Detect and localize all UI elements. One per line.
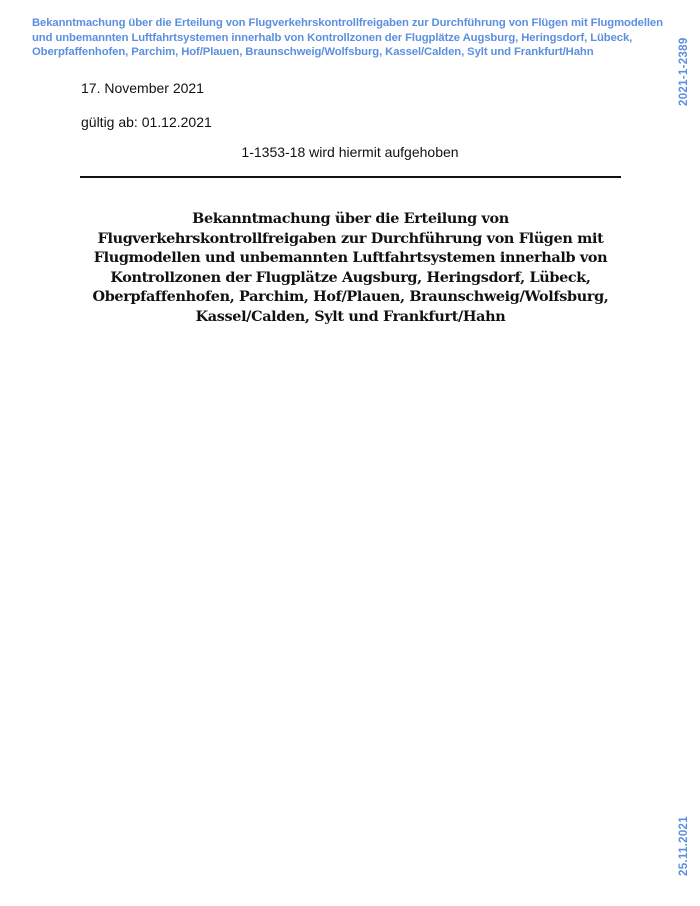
document-date: 17. November 2021 (81, 80, 204, 96)
valid-from: gültig ab: 01.12.2021 (81, 114, 212, 130)
repeal-note: 1-1353-18 wird hiermit aufgehoben (241, 144, 459, 160)
document-title: Bekanntmachung über die Erteilung von Flugverkehrskontrollfreigaben zur Durchführung von Flügen mit Flugmodellen und unbemannten Luftfahrtsystemen innerhalb von Kontrollzonen der Flugplätze Augsburg, Heringsdorf, Lübeck, Oberpfaffenhofen, Parchim, Hof/Plauen, Braunschweig/Wolfsburg, Kassel/Calden, Sylt und Frankfurt/Hahn (92, 210, 609, 325)
document-number: 2021-1-2389 (678, 37, 690, 106)
header-title: Bekanntmachung über die Erteilung von Flugverkehrskontrollfreigaben zur Durchführung von Flügen mit Flugmodellen und unbemannten Luftfahrtsystemen innerhalb von Kontrollzonen der Flugplätze Augsburg, Heringsdorf, Lübeck, Oberpfaffenhofen, Parchim, Hof/Plauen, Braunschweig/Wolfsburg, Kassel/Calden, Sylt und Frankfurt/Hahn (32, 17, 663, 58)
divider (80, 176, 621, 178)
publication-date: 25.11.2021 (678, 816, 690, 876)
